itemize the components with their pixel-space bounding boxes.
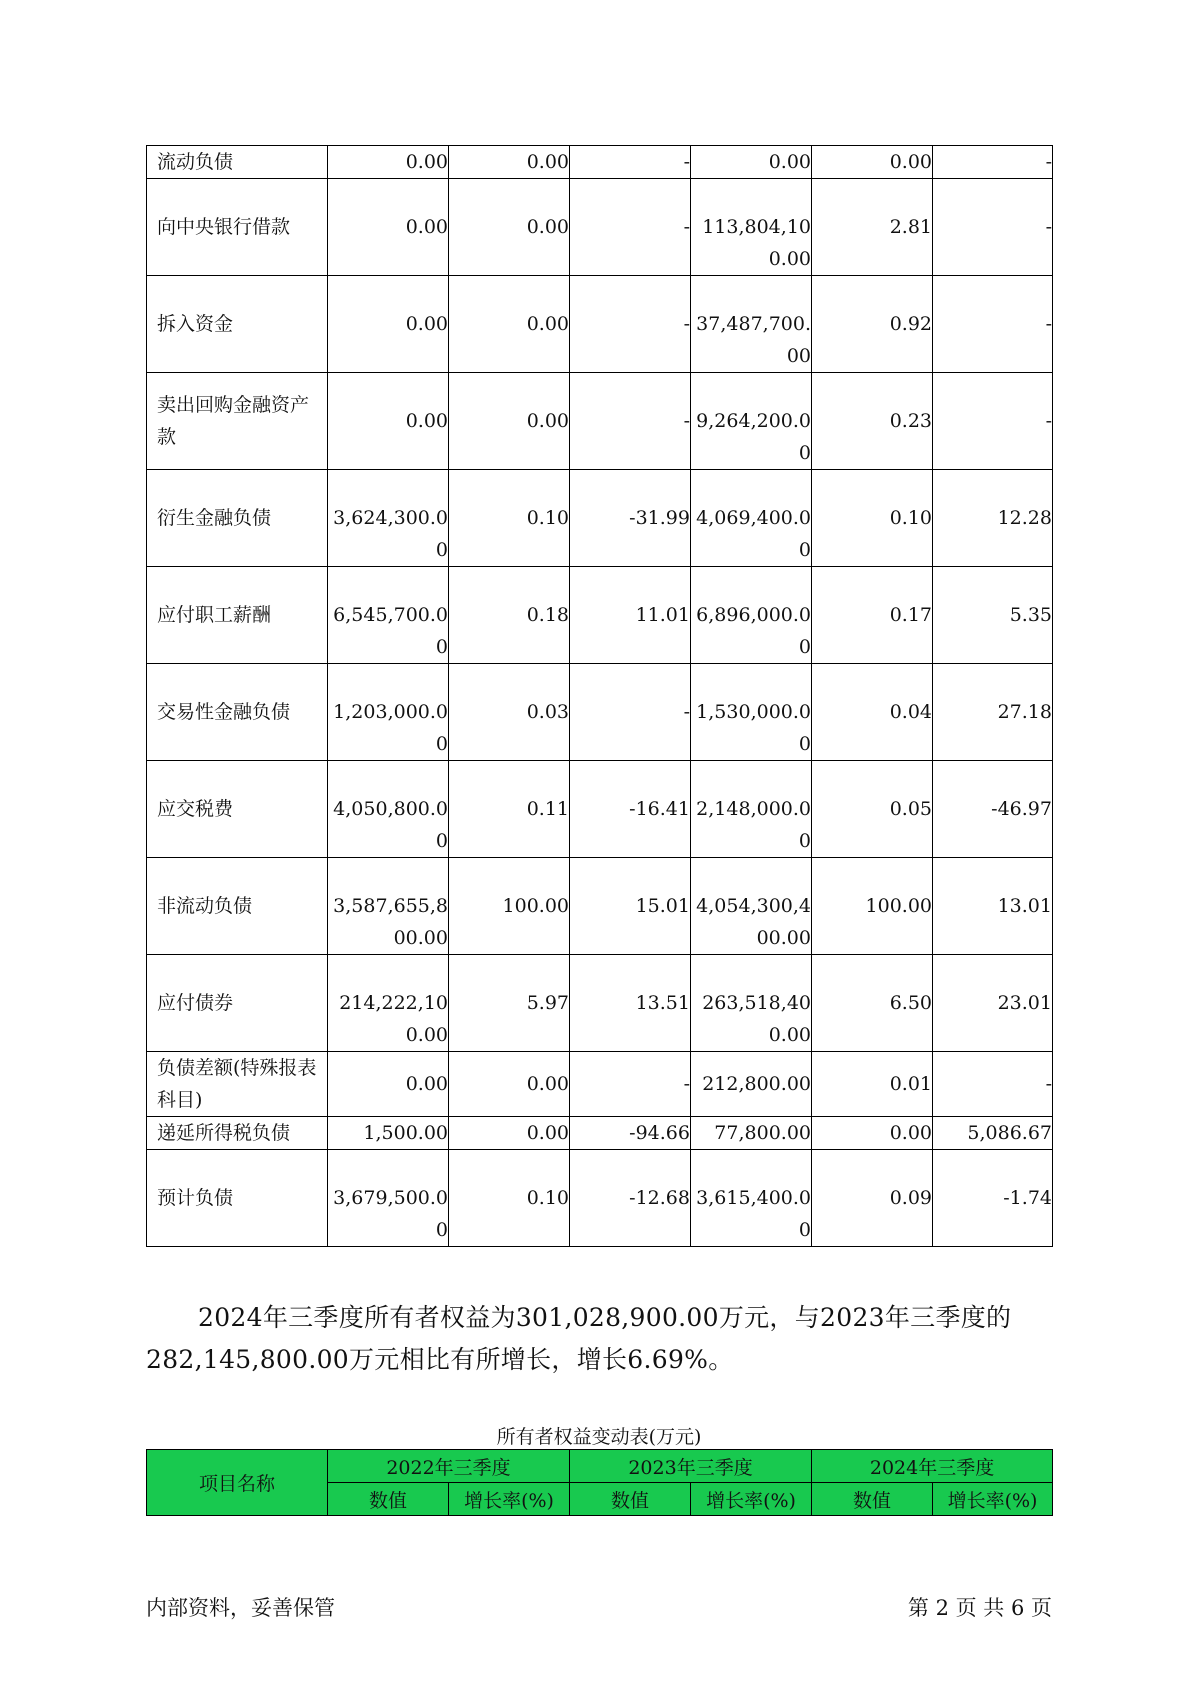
cell-text: - — [1045, 410, 1052, 432]
footer-confidential-note: 内部资料，妥善保管 — [146, 1596, 335, 1620]
cell-text: 0.23 — [889, 410, 932, 432]
cell-text: 0.17 — [889, 604, 932, 626]
cell-text: 4,054,300,400.00 — [696, 895, 811, 949]
row-item-name: 交易性金融负债 — [147, 664, 328, 761]
cell-text: 0.92 — [889, 313, 932, 335]
cell-text: 0.10 — [526, 1187, 569, 1209]
row-item-name: 流动负债 — [147, 146, 328, 179]
cell-ratio-2024 — [812, 664, 933, 761]
equity-growth-header: 增长率(%) — [449, 1483, 570, 1516]
cell-growth-2023 — [570, 664, 691, 761]
footer-page-number: 第 2 页 共 6 页 — [907, 1596, 1052, 1620]
cell-text: 6.50 — [889, 992, 932, 1014]
cell-value-2024 — [691, 1150, 812, 1247]
cell-value-2023 — [328, 146, 449, 179]
cell-text: - — [683, 216, 690, 238]
cell-text: 0.00 — [526, 151, 569, 173]
table-row — [147, 761, 1053, 858]
cell-text: 9,264,200.00 — [696, 410, 811, 464]
cell-text: 0.10 — [889, 507, 932, 529]
cell-text: - — [1045, 1073, 1052, 1095]
cell-value-2024 — [691, 276, 812, 373]
cell-growth-2023 — [570, 858, 691, 955]
cell-ratio-2023 — [449, 1117, 570, 1150]
cell-value-2024 — [691, 955, 812, 1052]
cell-ratio-2024 — [812, 1150, 933, 1247]
cell-value-2023 — [328, 373, 449, 470]
cell-value-2024 — [691, 567, 812, 664]
cell-ratio-2023 — [449, 858, 570, 955]
cell-text: 1,500.00 — [363, 1122, 448, 1144]
cell-growth-2024 — [933, 761, 1053, 858]
cell-ratio-2023 — [449, 373, 570, 470]
cell-value-2023 — [328, 179, 449, 276]
cell-growth-2024 — [933, 567, 1053, 664]
equity-value-header: 数值 — [812, 1483, 933, 1516]
cell-growth-2024 — [933, 858, 1053, 955]
cell-text: 0.00 — [526, 1122, 569, 1144]
equity-period-2022: 2022年三季度 — [328, 1450, 570, 1483]
liabilities-table — [146, 145, 1053, 1247]
row-item-name: 应付债券 — [147, 955, 328, 1052]
cell-growth-2024 — [933, 276, 1053, 373]
table-row — [147, 1117, 1053, 1150]
cell-growth-2023 — [570, 567, 691, 664]
table-row — [147, 955, 1053, 1052]
cell-ratio-2023 — [449, 1150, 570, 1247]
cell-growth-2024 — [933, 1150, 1053, 1247]
equity-summary-paragraph: 2024年三季度所有者权益为301,028,900.00万元，与2023年三季度的282,145,800.00万元相比有所增长，增长6.69%。 — [146, 1303, 1012, 1374]
cell-text: 0.00 — [405, 216, 448, 238]
cell-text: 0.00 — [405, 1073, 448, 1095]
cell-text: 77,800.00 — [714, 1122, 811, 1144]
equity-value-header: 数值 — [328, 1483, 449, 1516]
cell-ratio-2023 — [449, 664, 570, 761]
table-row — [147, 179, 1053, 276]
cell-growth-2024 — [933, 955, 1053, 1052]
cell-growth-2023 — [570, 761, 691, 858]
equity-table-caption: 所有者权益变动表(万元) — [496, 1426, 702, 1448]
cell-text: 0.11 — [526, 798, 569, 820]
row-item-name: 负债差额(特殊报表科目) — [147, 1052, 328, 1117]
cell-ratio-2024 — [812, 1052, 933, 1117]
cell-value-2023 — [328, 664, 449, 761]
cell-value-2024 — [691, 179, 812, 276]
row-item-name: 预计负债 — [147, 1150, 328, 1247]
cell-ratio-2024 — [812, 1117, 933, 1150]
cell-growth-2024 — [933, 470, 1053, 567]
cell-growth-2024 — [933, 664, 1053, 761]
cell-text: 0.03 — [526, 701, 569, 723]
equity-growth-header: 增长率(%) — [933, 1483, 1053, 1516]
cell-text: 214,222,100.00 — [339, 992, 448, 1046]
cell-text: 5,086.67 — [967, 1122, 1052, 1144]
cell-text: 0.00 — [889, 151, 932, 173]
cell-text: 0.00 — [405, 151, 448, 173]
cell-text: 5.35 — [1009, 604, 1052, 626]
cell-growth-2023 — [570, 470, 691, 567]
cell-text: 0.09 — [889, 1187, 932, 1209]
table-row — [147, 858, 1053, 955]
cell-text: 0.00 — [526, 216, 569, 238]
equity-period-2024: 2024年三季度 — [812, 1450, 1053, 1483]
cell-text: 100.00 — [502, 895, 569, 917]
equity-value-header: 数值 — [570, 1483, 691, 1516]
cell-text: 0.00 — [405, 313, 448, 335]
cell-text: 0.00 — [526, 313, 569, 335]
table-row — [147, 373, 1053, 470]
cell-text: 11.01 — [635, 604, 690, 626]
cell-text: 3,624,300.00 — [333, 507, 448, 561]
cell-ratio-2024 — [812, 146, 933, 179]
cell-value-2024 — [691, 373, 812, 470]
cell-text: 5.97 — [526, 992, 569, 1014]
cell-ratio-2023 — [449, 179, 570, 276]
cell-text: 4,050,800.00 — [333, 798, 448, 852]
cell-text: 113,804,100.00 — [702, 216, 811, 270]
cell-ratio-2024 — [812, 470, 933, 567]
cell-value-2024 — [691, 470, 812, 567]
cell-text: 6,545,700.00 — [333, 604, 448, 658]
cell-text: 1,203,000.00 — [333, 701, 448, 755]
cell-growth-2023 — [570, 146, 691, 179]
table-row — [147, 1150, 1053, 1247]
cell-text: 2.81 — [889, 216, 932, 238]
cell-ratio-2023 — [449, 761, 570, 858]
cell-ratio-2023 — [449, 276, 570, 373]
cell-text: 6,896,000.00 — [696, 604, 811, 658]
cell-ratio-2024 — [812, 373, 933, 470]
cell-ratio-2023 — [449, 1052, 570, 1117]
cell-text: -12.68 — [629, 1187, 690, 1209]
row-item-name: 应交税费 — [147, 761, 328, 858]
cell-value-2023 — [328, 567, 449, 664]
cell-text: -1.74 — [1003, 1187, 1052, 1209]
cell-value-2023 — [328, 761, 449, 858]
table-row — [147, 146, 1053, 179]
cell-text: - — [683, 151, 690, 173]
cell-text: 0.00 — [526, 410, 569, 432]
cell-text: - — [683, 1073, 690, 1095]
cell-text: 3,587,655,800.00 — [333, 895, 448, 949]
row-item-name: 应付职工薪酬 — [147, 567, 328, 664]
cell-text: 0.01 — [889, 1073, 932, 1095]
cell-growth-2024 — [933, 1052, 1053, 1117]
cell-growth-2023 — [570, 1150, 691, 1247]
row-item-name: 拆入资金 — [147, 276, 328, 373]
cell-text: 2,148,000.00 — [696, 798, 811, 852]
cell-text: 3,679,500.00 — [333, 1187, 448, 1241]
cell-ratio-2023 — [449, 470, 570, 567]
equity-change-table — [146, 1449, 1053, 1516]
row-item-name: 递延所得税负债 — [147, 1117, 328, 1150]
table-row — [147, 276, 1053, 373]
cell-text: - — [1045, 151, 1052, 173]
cell-growth-2023 — [570, 955, 691, 1052]
row-item-name: 衍生金融负债 — [147, 470, 328, 567]
equity-period-2023: 2023年三季度 — [570, 1450, 812, 1483]
equity-item-header: 项目名称 — [147, 1450, 328, 1516]
cell-ratio-2024 — [812, 567, 933, 664]
row-item-name: 非流动负债 — [147, 858, 328, 955]
cell-text: - — [683, 313, 690, 335]
cell-text: 15.01 — [635, 895, 690, 917]
cell-value-2024 — [691, 1052, 812, 1117]
cell-value-2024 — [691, 858, 812, 955]
cell-value-2023 — [328, 276, 449, 373]
cell-text: 263,518,400.00 — [702, 992, 811, 1046]
cell-growth-2023 — [570, 373, 691, 470]
cell-text: 100.00 — [865, 895, 932, 917]
table-row — [147, 1052, 1053, 1117]
cell-ratio-2024 — [812, 179, 933, 276]
cell-ratio-2024 — [812, 955, 933, 1052]
cell-growth-2023 — [570, 1052, 691, 1117]
cell-text: 0.00 — [405, 410, 448, 432]
liabilities-table-body — [147, 146, 1053, 1247]
cell-text: 13.51 — [635, 992, 690, 1014]
cell-ratio-2024 — [812, 858, 933, 955]
cell-text: 0.00 — [889, 1122, 932, 1144]
table-row — [147, 664, 1053, 761]
cell-value-2023 — [328, 1117, 449, 1150]
cell-growth-2024 — [933, 146, 1053, 179]
cell-text: 0.18 — [526, 604, 569, 626]
cell-value-2023 — [328, 858, 449, 955]
cell-text: 0.04 — [889, 701, 932, 723]
equity-growth-header: 增长率(%) — [691, 1483, 812, 1516]
cell-growth-2024 — [933, 179, 1053, 276]
cell-text: 0.05 — [889, 798, 932, 820]
table-row — [147, 567, 1053, 664]
cell-text: -16.41 — [629, 798, 690, 820]
cell-text: 3,615,400.00 — [696, 1187, 811, 1241]
cell-ratio-2023 — [449, 955, 570, 1052]
row-item-name: 卖出回购金融资产款 — [147, 373, 328, 470]
cell-value-2023 — [328, 470, 449, 567]
cell-ratio-2024 — [812, 761, 933, 858]
cell-text: 212,800.00 — [702, 1073, 811, 1095]
row-item-name: 向中央银行借款 — [147, 179, 328, 276]
cell-text: 37,487,700.00 — [696, 313, 811, 367]
cell-growth-2024 — [933, 373, 1053, 470]
cell-value-2024 — [691, 664, 812, 761]
cell-growth-2023 — [570, 1117, 691, 1150]
cell-value-2023 — [328, 955, 449, 1052]
cell-text: 0.00 — [768, 151, 811, 173]
equity-header-row-periods — [147, 1450, 1053, 1483]
cell-text: 13.01 — [997, 895, 1052, 917]
cell-value-2024 — [691, 1117, 812, 1150]
cell-ratio-2023 — [449, 146, 570, 179]
cell-text: -94.66 — [629, 1122, 690, 1144]
cell-value-2023 — [328, 1052, 449, 1117]
cell-growth-2024 — [933, 1117, 1053, 1150]
cell-text: -31.99 — [629, 507, 690, 529]
cell-value-2024 — [691, 146, 812, 179]
cell-text: - — [683, 410, 690, 432]
cell-text: 12.28 — [997, 507, 1052, 529]
cell-text: - — [1045, 313, 1052, 335]
cell-ratio-2023 — [449, 567, 570, 664]
cell-growth-2023 — [570, 179, 691, 276]
cell-growth-2023 — [570, 276, 691, 373]
cell-text: 4,069,400.00 — [696, 507, 811, 561]
cell-text: - — [683, 701, 690, 723]
cell-value-2024 — [691, 761, 812, 858]
cell-text: 0.00 — [526, 1073, 569, 1095]
cell-text: 0.10 — [526, 507, 569, 529]
cell-value-2023 — [328, 1150, 449, 1247]
cell-text: 23.01 — [997, 992, 1052, 1014]
cell-text: -46.97 — [991, 798, 1052, 820]
cell-text: 27.18 — [997, 701, 1052, 723]
cell-text: - — [1045, 216, 1052, 238]
cell-text: 1,530,000.00 — [696, 701, 811, 755]
table-row — [147, 470, 1053, 567]
cell-ratio-2024 — [812, 276, 933, 373]
